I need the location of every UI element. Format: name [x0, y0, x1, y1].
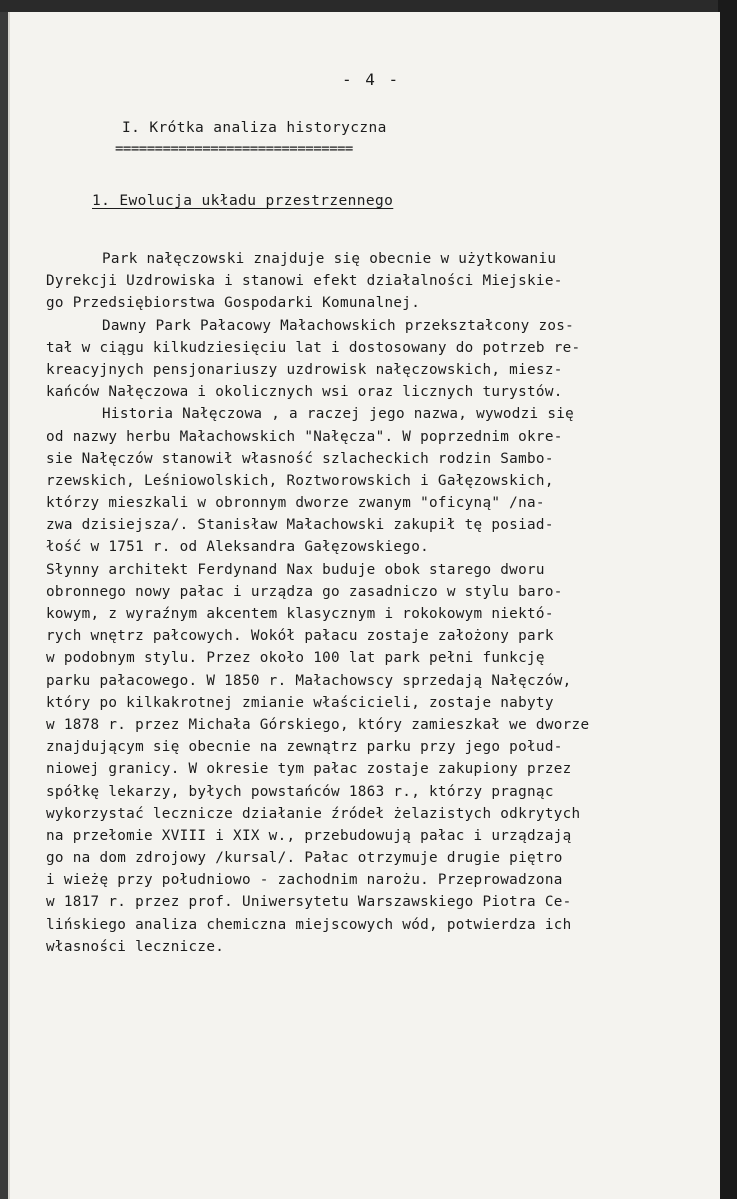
text-line: rzewskich, Leśniowolskich, Roztworowskich i Gałęzowskich,: [46, 472, 554, 489]
text-line: parku pałacowego. W 1850 r. Małachowscy sprzedają Nałęczów,: [46, 672, 572, 689]
text-line: od nazwy herbu Małachowskich "Nałęcza". W poprzednim okre-: [46, 428, 563, 445]
text-line: wykorzystać lecznicze działanie źródeł żelazistych odkrytych: [46, 805, 581, 822]
text-line: go Przedsiębiorstwa Gospodarki Komunalnej.: [46, 295, 421, 312]
text-line: Dyrekcji Uzdrowiska i stanowi efekt działalności Miejskie-: [46, 273, 563, 290]
heading-double-underline: ==============================: [115, 141, 353, 157]
text-line: znajdującym się obecnie na zewnątrz parku przy jego połud-: [46, 739, 563, 756]
text-line: niowej granicy. W okresie tym pałac zostaje zakupiony przez: [46, 761, 572, 778]
text-line: którzy mieszkali w obronnym dworze zwanym "oficyną" /na-: [46, 495, 545, 512]
text-line: zwa dzisiejsza/. Stanisław Małachowski zakupił tę posiad-: [46, 517, 554, 534]
text-line: kreacyjnych pensjonariuszy uzdrowisk nałęczowskich, miesz-: [46, 361, 563, 378]
text-line: Historia Nałęczowa , a raczej jego nazwa, wywodzi się: [102, 406, 575, 423]
body-text: [46, 248, 666, 958]
text-line: własności lecznicze.: [46, 938, 225, 955]
text-line: na przełomie XVIII i XIX w., przebudowują pałac i urządzają: [46, 827, 572, 844]
text-line: w 1878 r. przez Michała Górskiego, który zamieszkał we dworze: [46, 716, 590, 733]
text-line: który po kilkakrotnej zmianie właścicieli, zostaje nabyty: [46, 694, 554, 711]
text-line: sie Nałęczów stanowił własność szlacheckich rodzin Sambo-: [46, 450, 554, 467]
text-line: Park nałęczowski znajduje się obecnie w użytkowaniu: [102, 251, 557, 267]
text-line: Słynny architekt Ferdynand Nax buduje obok starego dworu: [46, 561, 545, 578]
text-line: i wieżę przy południowo - zachodnim narożu. Przeprowadzona: [46, 872, 563, 889]
text-line: Dawny Park Pałacowy Małachowskich przekształcony zos-: [102, 317, 575, 334]
text-line: obronnego nowy pałac i urządza go zasadniczo w stylu baro-: [46, 583, 563, 600]
scan-top-edge: [0, 0, 737, 12]
text-line: lińskiego analiza chemiczna miejscowych wód, potwierdza ich: [46, 916, 572, 933]
text-line: go na dom zdrojowy /kursal/. Pałac otrzymuje drugie piętro: [46, 850, 563, 867]
section-heading: I. Krótka analiza historyczna: [122, 120, 387, 136]
text-line: w 1817 r. przez prof. Uniwersytetu Warszawskiego Piotra Ce-: [46, 894, 572, 911]
scan-right-edge: [718, 0, 737, 1199]
subsection-heading: 1. Ewolucja układu przestrzennego: [92, 193, 394, 209]
text-line: kowym, z wyraźnym akcentem klasycznym i rokokowym niektó-: [46, 606, 554, 622]
text-line: spółkę lekarzy, byłych powstańców 1863 r., którzy pragnąc: [46, 783, 554, 800]
text-line: kańców Nałęczowa i okolicznych wsi oraz licznych turystów.: [46, 384, 563, 401]
text-line: łość w 1751 r. od Aleksandra Gałęzowskiego.: [46, 539, 430, 556]
text-line: w podobnym stylu. Przez około 100 lat park pełni funkcję: [46, 650, 545, 667]
page-number: - 4 -: [342, 70, 401, 89]
text-line: tał w ciągu kilkudziesięciu lat i dostosowany do potrzeb re-: [46, 339, 581, 356]
text-line: rych wnętrz pałcowych. Wokół pałacu zostaje założony park: [46, 628, 554, 645]
